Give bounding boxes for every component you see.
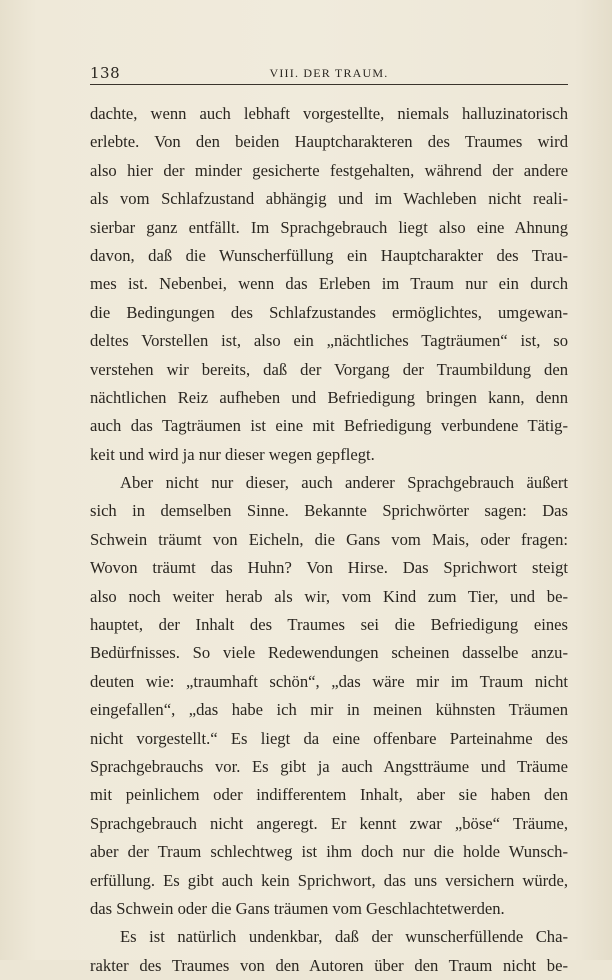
text-line: mit peinlichem oder indifferentem Inhalt, aber sie haben den: [90, 785, 568, 805]
text-line: sierbar ganz entfällt. Im Sprachgebrauch liegt also eine Ahnung: [90, 217, 568, 237]
chapter-title: VIII. DER TRAUM.: [269, 66, 389, 80]
page-number: 138: [90, 64, 121, 82]
text-line: Sprachgebrauchs vor. Es gibt ja auch Angstträume und Träume: [90, 756, 568, 776]
text-line: rakter des Traumes von den Autoren über den Traum nicht be-: [90, 955, 568, 975]
text-line: hauptet, der Inhalt des Traumes sei die Befriedigung eines: [90, 615, 568, 635]
text-line: Wovon träumt das Huhn? Von Hirse. Das Sprichwort steigt: [90, 558, 568, 578]
text-line: nächtlichen Reiz aufheben und Befriedigung bringen kann, denn: [90, 387, 568, 407]
text-line: also hier der minder gesicherte festgehalten, während der andere: [90, 160, 568, 180]
text-line: mes ist. Nebenbei, wenn das Erleben im Traum nur ein durch: [90, 274, 568, 294]
text-line: verstehen wir bereits, daß der Vorgang der Traumbildung den: [90, 359, 568, 379]
text-line: Sprachgebrauch nicht angeregt. Er kennt zwar „böse“ Träume,: [90, 813, 568, 833]
text-line: Schwein träumt von Eicheln, die Gans vom Mais, oder fragen:: [90, 529, 568, 549]
text-line: keit und wird ja nur dieser wegen gepflegt.: [90, 444, 375, 464]
text-line: Es ist natürlich undenkbar, daß der wunscherfüllende Cha-: [120, 927, 568, 947]
text-line: aber der Traum schlechtweg ist ihm doch nur die holde Wunsch-: [90, 842, 568, 862]
text-line: dachte, wenn auch lebhaft vorgestellte, niemals halluzinatorisch: [90, 104, 568, 123]
text-line: deltes Vorstellen ist, also ein „nächtliches Tagträumen“ ist, so: [90, 331, 568, 351]
text-line: Bedürfnisses. So viele Redewendungen scheinen dasselbe anzu-: [90, 643, 568, 663]
text-line: eingefallen“, „das habe ich mir in meinen kühnsten Träumen: [90, 700, 568, 720]
text-line: Aber nicht nur dieser, auch anderer Sprachgebrauch äußert: [120, 473, 568, 493]
text-line: nicht vorgestellt.“ Es liegt da eine offenbare Parteinahme des: [90, 728, 568, 748]
text-line: erlebte. Von den beiden Hauptcharakteren des Traumes wird: [90, 132, 568, 152]
running-head: [90, 60, 568, 82]
header-rule: [90, 84, 568, 85]
body-text: [90, 100, 568, 980]
text-line: sich in demselben Sinne. Bekannte Sprichwörter sagen: Das: [90, 501, 568, 521]
text-line: als vom Schlafzustand abhängig und im Wachleben nicht reali-: [90, 189, 568, 209]
text-line: das Schwein oder die Gans träumen vom Geschlachtetwerden.: [90, 898, 505, 918]
text-line: deuten wie: „traumhaft schön“, „das wäre mir im Traum nicht: [90, 671, 568, 691]
text-line: auch das Tagträumen ist eine mit Befriedigung verbundene Tätig-: [90, 416, 568, 436]
text-line: also noch weiter herab als wir, vom Kind zum Tier, und be-: [90, 586, 568, 606]
text-line: erfüllung. Es gibt auch kein Sprichwort, das uns versichern würde,: [90, 870, 568, 890]
text-line: davon, daß die Wunscherfüllung ein Hauptcharakter des Trau-: [90, 245, 568, 265]
text-line: die Bedingungen des Schlafzustandes ermöglichtes, umgewan-: [90, 302, 568, 322]
